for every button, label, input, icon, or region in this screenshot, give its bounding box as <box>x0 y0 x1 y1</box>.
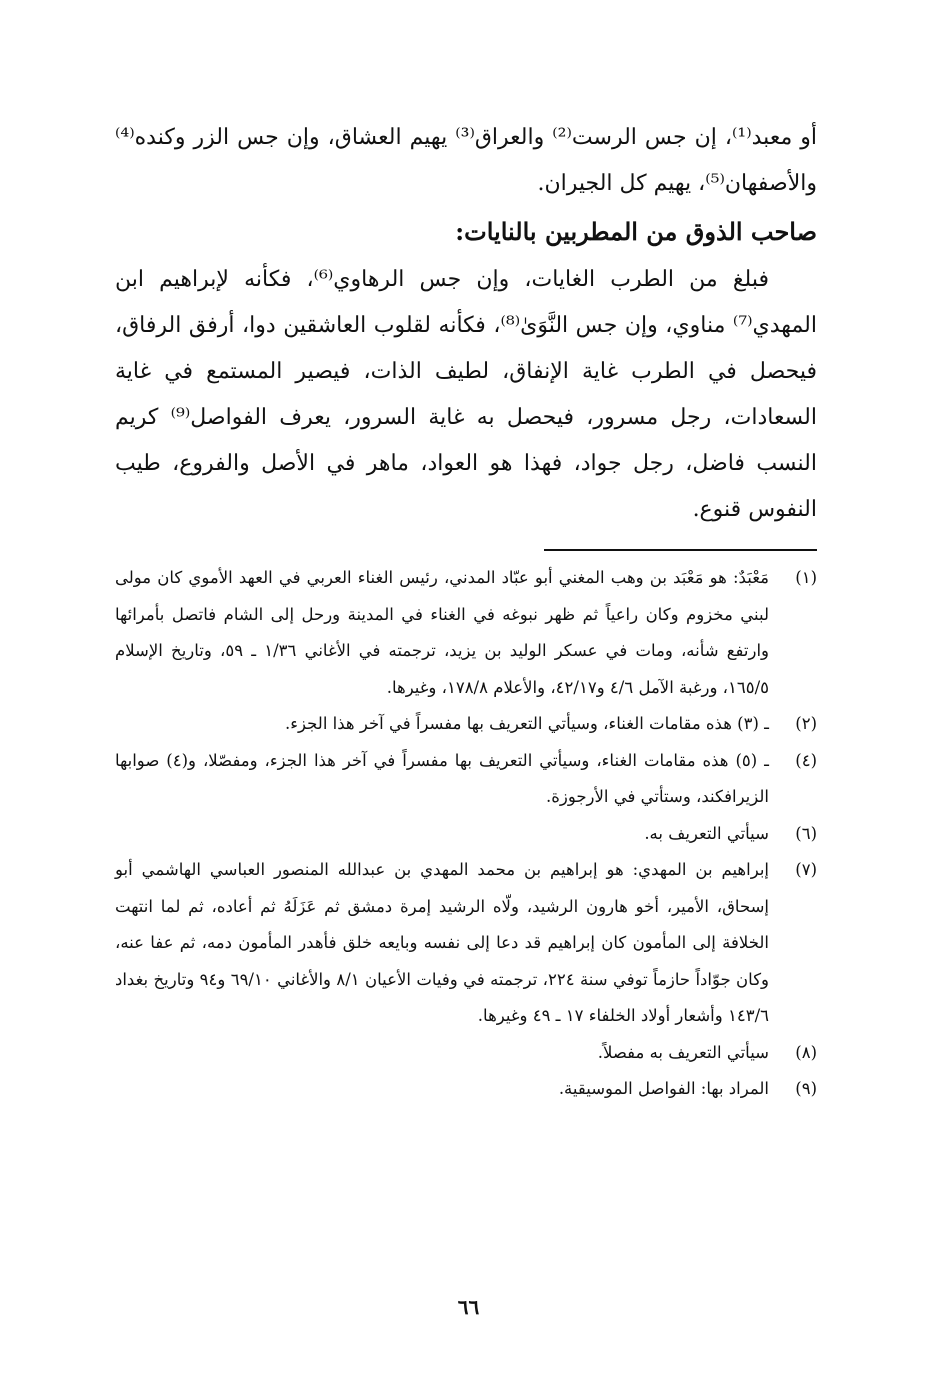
main-text <box>115 115 817 533</box>
section-heading: صاحب الذوق من المطربين بالنايات: <box>455 217 817 246</box>
footnote-separator <box>544 549 817 551</box>
footnote-number: (٢) <box>795 714 817 733</box>
footnote-text: المراد بها: الفواصل الموسيقية. <box>558 1079 769 1098</box>
paragraph-1: أو معبد⁽¹⁾، إن جس الرست⁽²⁾ والعراق⁽³⁾ يهيم العشاق، وإن جس الزر وكنده⁽⁴⁾ والأصفهان⁽⁵⁾، يهيم كل الجيران. <box>115 125 817 196</box>
footnote-8 <box>115 1035 817 1072</box>
footnote-1 <box>115 560 817 706</box>
footnote-number: (٨) <box>795 1042 817 1062</box>
footnote-number: (٩) <box>795 1079 817 1098</box>
footnote-text: إبراهيم بن المهدي: هو إبراهيم بن محمد المهدي بن عبدالله المنصور العباسي الهاشمي أبو إسحاق، الأمير، أخو هارون الرشيد، ولّاه الرشيد إمرة دمشق ثم عَزَلَهُ ثم أعاده، ثم لما انتهت الخلافة إلى المأمون كان إبراهيم قد دعا إلى نفسه وبايعه خلق فأهدر المأمون دمه، ثم عفا عنه، وكان جوّاداً حازماً توفي سنة ٢٢٤، ترجمته في وفيات الأعيان ٨/١ والأغاني ٦٩/١٠ و٩٤ وتاريخ بغداد ١٤٣/٦ وأشعار أولاد الخلفاء ١٧ ـ ٤٩ وغيرها. <box>115 860 770 1025</box>
footnote-4 <box>115 743 817 816</box>
footnote-text: ـ (٣) هذه مقامات الغناء، وسيأتي التعريف بها مفسراً في آخر هذا الجزء. <box>285 714 769 733</box>
page-number: ٦٦ <box>457 1295 480 1319</box>
footnote-number: (٦) <box>795 823 817 843</box>
footnotes <box>115 560 817 1108</box>
footnote-text: سيأتي التعريف به. <box>644 823 769 843</box>
footnote-number: (٤) <box>795 750 817 770</box>
footnote-text: سيأتي التعريف به مفصلاً. <box>597 1042 769 1062</box>
footnote-9 <box>115 1071 817 1108</box>
footnote-7 <box>115 852 817 1035</box>
footnote-text: مَعْبَدٌ: هو مَعْبَد بن وهب المغني أبو عبّاد المدني، رئيس الغناء العربي في العهد الأموي كان مولى لبني مخزوم وكان راعياً ثم ظهر نبوغه في الغناء في المدينة ورحل إلى الشام فاتصل بأمرائها وارتفع شأنه، ومات في عسكر الوليد بن يزيد، ترجمته في الأغاني ١/٣٦ ـ ٥٩، وتاريخ الإسلام ١٦٥/٥، ورغبة الآمل ٤/٦ و٤٢/١٧، والأعلام ١٧٨/٨، وغيرها. <box>115 568 769 697</box>
footnote-number: (٧) <box>795 860 817 879</box>
footnote-number: (١) <box>795 568 817 587</box>
paragraph-2: فبلغ من الطرب الغايات، وإن جس الرهاوي⁽⁶⁾، فكأنه لإبراهيم ابن المهدي⁽⁷⁾ مناوي، وإن جس النَّوَىٰ⁽⁸⁾، فكأنه لقلوب العاشقين دوا، أرفق الرفاق، فيحصل في الطرب غاية الإنفاق، لطيف الذات، فيصير المستمع في غاية السعادات، رجل مسرور، فيحصل به غاية السرور، يعرف الفواصل⁽⁹⁾ كريم النسب فاضل، رجل جواد، فهذا هو العواد، ماهر في الأصل والفروع، طيب النفوس قنوع. <box>115 267 817 522</box>
footnote-text: ـ (٥) هذه مقامات الغناء، وسيأتي التعريف بها مفسراً في آخر هذا الجزء، ومفصّلا، و(٤) صوابها الزيرافكند، وستأتي في الأرجوزة. <box>115 750 769 806</box>
footnote-2 <box>115 706 817 743</box>
footnote-6 <box>115 816 817 853</box>
